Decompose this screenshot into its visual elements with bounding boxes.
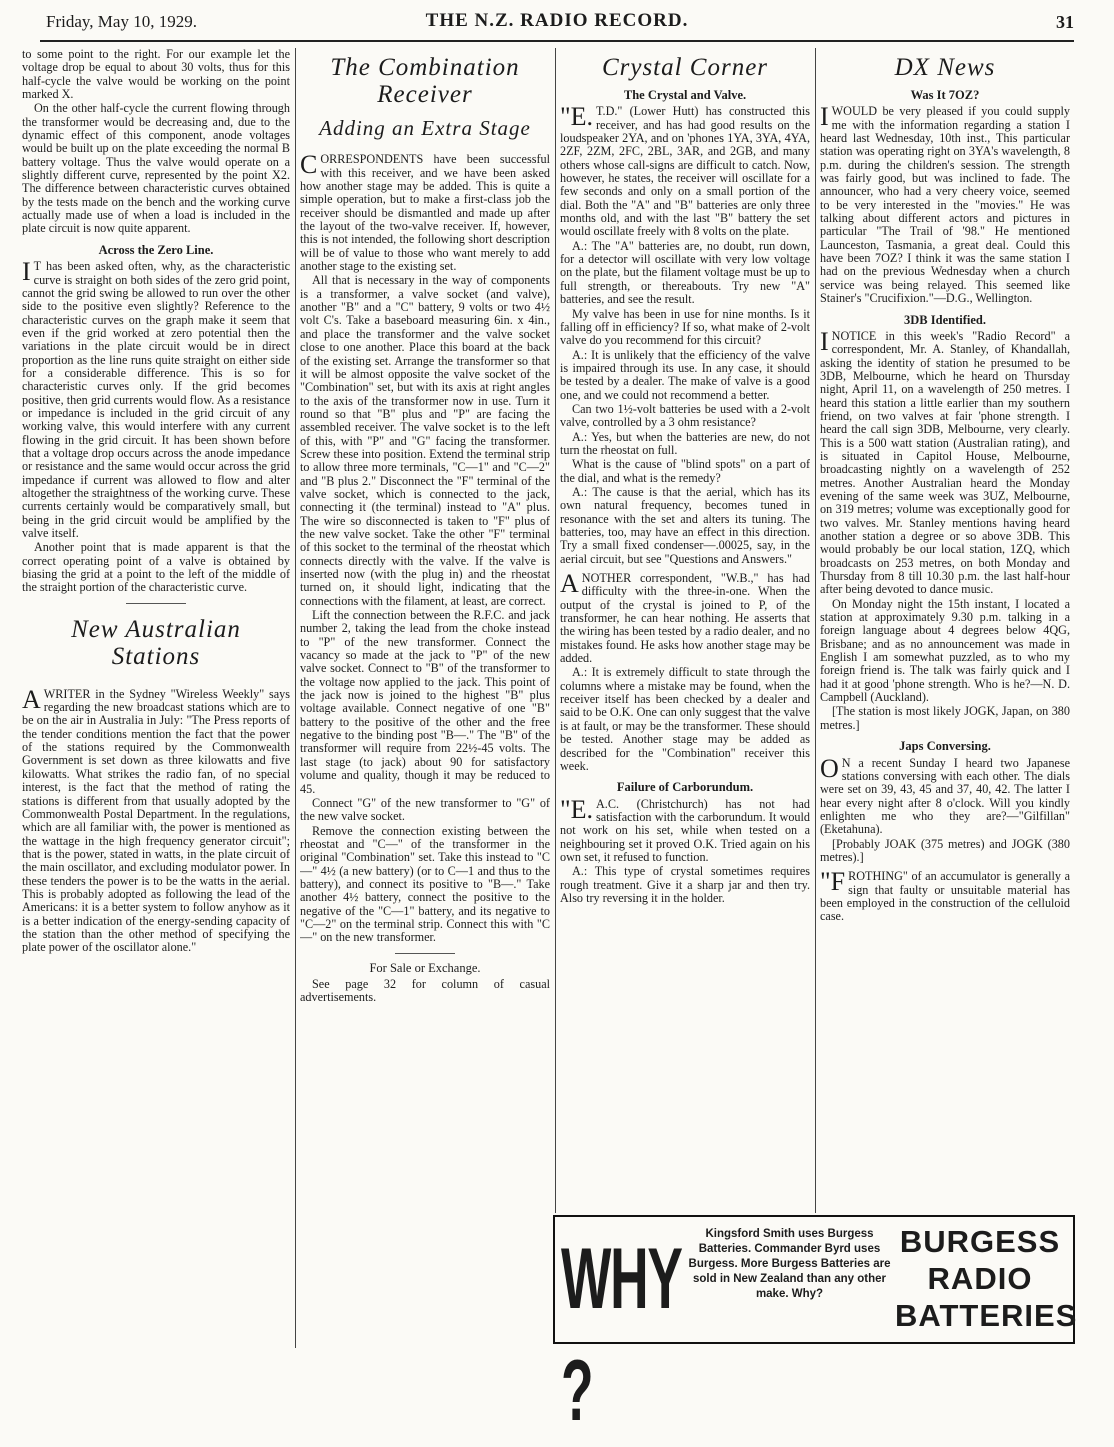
column-divider	[555, 48, 556, 1213]
article-paragraph: "E.T.D." (Lower Hutt) has constructed this receiver, and has had good results on the loudspeaker 2YA, and on 'phones 1YA, 3YA, 4YA, 2ZF, 2ZM, 2FC, 2BL, 3AR, and 2GB, and many others whose call-signs are difficult to catch. Now, however, he states, the receiver will oscillate for a few seconds and only on a small portion of the dial. Both the "A" and "B" batteries are only three months old, and with the last "B" battery the set would oscillate freely with 8 volts on the plate.	[560, 102, 810, 239]
section-heading: Was It 7OZ?	[910, 88, 980, 102]
article-paragraph: [Probably JOAK (375 metres) and JOGK (380 metres).]	[820, 836, 1070, 864]
column-4	[820, 48, 1070, 1213]
column-title: DX News	[894, 54, 996, 81]
article-paragraph: Remove the connection existing between the rheostat and "C—" of the transformer in the original "Combination" set. Take this instead to "C—" 4½ (a new battery) (or to C—1 and thus to the battery), and connect its positive to "B—." Take another 4½ battery, connect the positive to the negative of the "C—1" battery, and its negative to "C—2" on the terminal strip. Connect this with "C—" on the new transformer.	[300, 823, 550, 945]
page-number: 31	[1056, 12, 1074, 32]
article-paragraph: [The station is most likely JOGK, Japan, on 380 metres.]	[820, 704, 1070, 732]
column-2	[300, 48, 550, 1338]
divider	[126, 603, 186, 604]
article-paragraph: to some point to the right. For our example let the voltage drop be equal to about 30 volts, thus for this half-cycle the valve would be working on the point marked X.	[22, 48, 290, 102]
page-header	[0, 0, 1114, 42]
section-heading: The Crystal and Valve.	[623, 88, 747, 102]
article-subtitle: Adding an Extra Stage	[319, 116, 531, 140]
column-3	[560, 48, 810, 1213]
article-paragraph: INOTICE in this week's "Radio Record" a correspondent, Mr. A. Stanley, of Khandallah, asking the identity of station he presumed to be 3DB, Melbourne, which he heard on Thursday night, April 11, on a wavelength of 250 metres. I heard this station a little earlier than my southern friend, on two valves at fair 'phone strength. I heard the call sign 3DB, Melbourne, very clearly. This is a 500 watt station (Australian rating), and is situated in Capitol House, Melbourne, broadcasting nightly on a wavelength of 252 metres. Another Australian heard the Monday evening of the same week was 3UZ, Melbourne, on 319 metres; volume was exceptionally good for two valves. Mr. Stanley mentions having heard another station a degree or so above 3DB. This would probably be our local station, 1ZQ, which broadcasts on 253 metres, on both Monday and Thursday from 8 till 10.30 p.m. the last half-hour after being devoted to dance music.	[820, 326, 1070, 597]
header-rule	[40, 40, 1074, 42]
article-paragraph: ON a recent Sunday I heard two Japanese stations conversing with each other. The dials were set on 39, 43, 45 and 37, 40, 42. The latter I hear every night after 8 o'clock. Will you kindly enlighten me who they are?—"Gilfillan" (Eketahuna).	[820, 753, 1070, 837]
issue-date: Friday, May 10, 1929.	[46, 12, 197, 31]
article-title: The Combination Receiver	[330, 54, 520, 108]
burgess-advertisement	[553, 1215, 1078, 1439]
section-heading: 3DB Identified.	[904, 312, 986, 327]
article-paragraph: A.: The "A" batteries are, no doubt, run down, for a detector will oscillate with very low voltage on the plate, but the filament voltage must be up to full strength, or thereabouts. Try new "A" batteries, and see the result.	[560, 238, 810, 307]
divider	[395, 953, 455, 954]
publication-title: THE N.Z. RADIO RECORD.	[425, 10, 689, 31]
column-1	[22, 48, 290, 1351]
article-paragraph: What is the cause of "blind spots" on a part of the dial, and what is the remedy?	[560, 457, 810, 485]
section-heading: Failure of Carborundum.	[616, 780, 754, 795]
article-paragraph: A.: Yes, but when the batteries are new, do not turn the rheostat on full.	[560, 429, 810, 457]
article-paragraph: Another point that is made apparent is that the correct operating point of a valve is obtained by biasing the grid at a point to the left of the middle of the straight portion of the characteristic curve.	[22, 540, 290, 595]
column-divider	[295, 48, 296, 1348]
article-paragraph: ANOTHER correspondent, "W.B.," has had difficulty with the three-in-one. When the output of the crystal is joined to P, of the transformer, he can hear nothing. He asserts that the wiring has been tested by a radio dealer, and no mistakes found. He asks how another stage may be added.	[560, 569, 810, 666]
column-title: Crystal Corner	[601, 54, 769, 81]
column-divider	[815, 48, 816, 1213]
article-paragraph: A.: It is extremely difficult to state through the columns where a mistake may be found, when the receiver itself has been checked by a dealer and said to be O.K. One can only suggest that the valve is at fault, or may be the transformer. These should be tested. Another stage may be added as described for the "Combination" receiver this week.	[560, 665, 810, 773]
ad-body-text: Kingsford Smith uses Burgess Batteries. Commander Byrd uses Burgess. More Burgess Batteries are sold in New Zealand than any other make. Why?	[688, 1228, 891, 1300]
article-paragraph: IWOULD be very pleased if you could supply me with the information regarding a station I heard last Wednesday, 10th inst., This particular station was operating right on 3YA's wavelength, 8 p.m. during the children's session. The strength was fairly good, but was inclined to fade. The announcer, who had a very cheery voice, seemed to be very interested in the "movies." He was talking about different actors and pictures in particular "The Trail of '98." He mentioned Launceston, Tasmania, a great deal. Could this have been 7OZ? I think it was the same station I had on the previous Wednesday when a church service was being relayed. This seemed like Stainer's "Crucifixion."—D.G., Wellington.	[820, 102, 1070, 306]
article-paragraph: AWRITER in the Sydney "Wireless Weekly" says regarding the new broadcast stations which are to be on the air in Australia in July: "The Press reports of the tender conditions mention the fact that the power of the stations required by the Commonwealth Government is set down as three kilowatts and five kilowatts. What strikes the radio fan, of no special interest, is the fact that the method of rating the stations is different from that usually adopted by the Commonwealth Postal Department. In the regulations, which are all familiar with, the power is mentioned as the wattage in the high frequency generator circuit"; that is the power, stated in watts, in the plate circuit of the main oscillator, and excluding modulator power. In these tenders the power is to be the watts in the aerial. This is probably adopted as following the lead of the Americans: it is a better system to follow anyhow as it is a better indication of the energy-sending capacity of the station than the other method of specifying the plate power of the oscillator alone."	[22, 684, 290, 955]
article-paragraph: See page 32 for column of casual advertisements.	[300, 976, 550, 1005]
article-paragraph: All that is necessary in the way of components is a transformer, a valve socket (and valve), another "B" and a "C" battery, 9 volts or two 4½ volt C's. Take a baseboard measuring 6in. x 4in., and place the transformer and the valve socket close to one another. Place this board at the back of the existing set. Arrange the transformer so that it will be almost opposite the valve socket of the "Combination" set, but with its axis at right angles to the axis of the transformer now in use. Turn it round so that "B" plus and "P" are facing the assembled receiver. The valve socket is to the left of this, with "P" and "G" facing the transformer. Screw these into position. Extend the terminal strip to allow three more terminals, "C—1" and "C—2" and "B plus 2." Disconnect the "F" terminal of the valve socket, which is connected to the jack, connecting it (the terminal) instead to "A" plus. The wire so disconnected is taken to "F" plus of the new valve socket. Take the other "F" terminal of this socket to the terminal of the rheostat which connects directly with the valve. If the valve is inserted now (with the plug in) and the rheostat turned on, it should light, indicating that the connections with the filament, at least, are correct.	[300, 273, 550, 608]
article-paragraph: A.: The cause is that the aerial, which has its own natural frequency, becomes tuned in resonance with the set and alters its tuning. The batteries, too, may have an effect in this direction. Try a small fixed condenser—.00025, say, in the aerial circuit, but see "Questions and Answers."	[560, 484, 810, 566]
article-paragraph: On Monday night the 15th instant, I located a station at approximately 9.30 p.m. talking in a foreign language about 4 degrees below 4QG, Brisbane; and as no announcement was made in English I am somewhat puzzled, as to who my foreign friend is. The talk was fairly quick and I had it at good 'phone strength. Who is he?—N. D. Campbell (Auckland).	[820, 596, 1070, 705]
article-paragraph: On the other half-cycle the current flowing through the transformer would be decreasing and, due to the dynamic effect of this component, anode voltages would be built up on the plate exceeding the normal B battery voltage. Thus the valve would operate on a slightly different curve, represented by the point X2. The difference between characteristic curves obtained by the tests made on the bench and the working curve actually made use of when a load is included in the plate circuit is now quite apparent.	[22, 101, 290, 236]
article-paragraph: "FROTHING" of an accumulator is generally a sign that faulty or unsuitable material has been employed in the construction of the celluloid case.	[820, 867, 1070, 924]
article-paragraph: CORRESPONDENTS have been successful with this receiver, and we have been asked how another stage may be added. This is quite a simple operation, but to make a first-class job the receiver should be dismantled and made up after the layout of the two-valve receiver. If, however, this is not intended, the following short description will be of value to those who want merely to add another stage to the existing set.	[300, 150, 550, 274]
article-paragraph: IT has been asked often, why, as the characteristic curve is straight on both sides of the zero grid point, cannot the grid swing be allowed to run over the other side to the positive even slightly? Reference to the characteristic curves on the graph make it seem that even if the grid worked at zero potential then the variations in the plate circuit would be in direct proportion as the line runs quite straight on either side for a considerable difference. This is so for characteristic curves only. If the grid becomes positive, then grid currents would flow. As a resistance or impedance is included in the grid circuit of any working valve, this would interfere with any current flowing in the grid circuit. It has been shown before that a voltage drop occurs across the anode impedance or resistance and the same would occur across the grid impedance if current was allowed to flow and alter altogether the straightness of the working curve. These currents certainly would be comparatively small, but being in the grid circuit would be amplified by the valve itself.	[22, 257, 290, 541]
section-heading: For Sale or Exchange.	[369, 960, 481, 975]
article-title: New Australian Stations	[71, 615, 241, 670]
ad-why-headline: WHY ?	[561, 1231, 681, 1439]
article-paragraph: Connect "G" of the new transformer to "G" of the new valve socket.	[300, 795, 550, 824]
section-heading: Japs Conversing.	[899, 739, 991, 754]
article-paragraph: Lift the connection between the R.F.C. and jack number 2, taking the lead from the choke instead to "P" of the new transformer. Connect the vacancy so made at the jack to "P" of the new valve socket. Connect to "B" of the transformer to the voltage now applied to the jack. This point of the jack now is joined to the highest "B" plus voltage available. Connect negative of one "B" battery to the positive of the other and the free negative to the binding post "B—." The "B" of the transformer will require from 22½-45 volts. The last stage (to jack) about 90 for satisfactory volume and quality, though it may be reduced to 45.	[300, 608, 550, 796]
article-paragraph: "E.A.C. (Christchurch) has not had satisfaction with the carborundum. It would not work on his set, while when tested on a neighbouring set it proved O.K. Tried again on his own set, it refused to function.	[560, 794, 810, 864]
article-paragraph: Can two 1½-volt batteries be used with a 2-volt valve, controlled by a 3 ohm resistance?	[560, 401, 810, 430]
article-paragraph: My valve has been in use for nine months. Is it falling off in efficiency? If so, what make of 2-volt valve do you recommend for this circuit?	[560, 306, 810, 348]
ad-brand-name: BURGESS RADIO BATTERIES	[895, 1224, 1078, 1333]
section-heading: Across the Zero Line.	[98, 242, 214, 257]
article-paragraph: A.: This type of crystal sometimes requires rough treatment. Give it a sharp jar and then try. Also try reversing it in the holder.	[560, 864, 810, 905]
article-paragraph: A.: It is unlikely that the efficiency of the valve is impaired through its use. In any case, it should be tested by a dealer. The make of valve is a good one, and we could not recommend a better.	[560, 347, 810, 402]
